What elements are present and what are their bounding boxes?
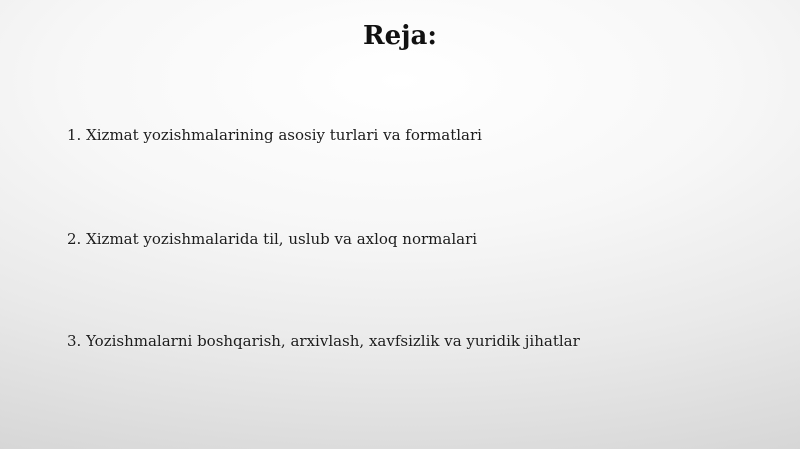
plan-item-1: 1. Xizmat yozishmalarining asosiy turlari va formatlari (67, 126, 482, 144)
slide-title: Reja: (362, 21, 437, 51)
plan-item-2: 2. Xizmat yozishmalarida til, uslub va axloq normalari (67, 230, 478, 248)
plan-item-3: 3. Yozishmalarni boshqarish, arxivlash, xavfsizlik va yuridik jihatlar (67, 332, 580, 350)
